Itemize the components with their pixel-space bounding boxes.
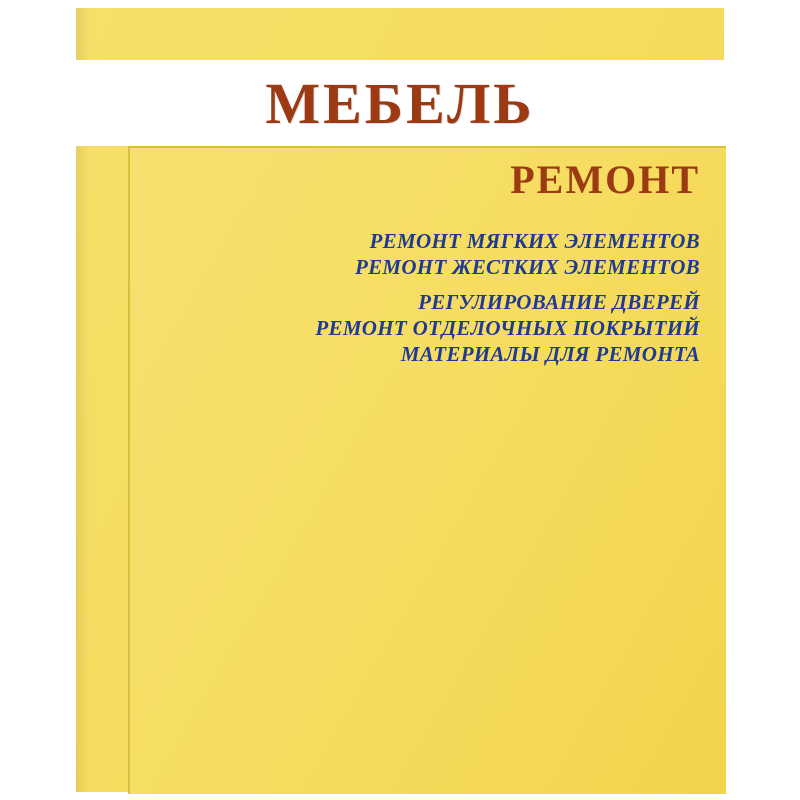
page-title: МЕБЕЛЬ [265, 70, 535, 136]
list-item: РЕМОНТ МЯГКИХ ЭЛЕМЕНТОВ [369, 229, 700, 253]
list-item: МАТЕРИАЛЫ ДЛЯ РЕМОНТА [400, 342, 700, 366]
topics-list [128, 228, 700, 367]
cover-subtitle: РЕМОНТ [510, 157, 700, 202]
list-item: РЕГУЛИРОВАНИЕ ДВЕРЕЙ [418, 290, 700, 314]
list-item: РЕМОНТ ОТДЕЛОЧНЫХ ПОКРЫТИЙ [315, 316, 700, 340]
list-item: РЕМОНТ ЖЕСТКИХ ЭЛЕМЕНТОВ [354, 255, 700, 279]
